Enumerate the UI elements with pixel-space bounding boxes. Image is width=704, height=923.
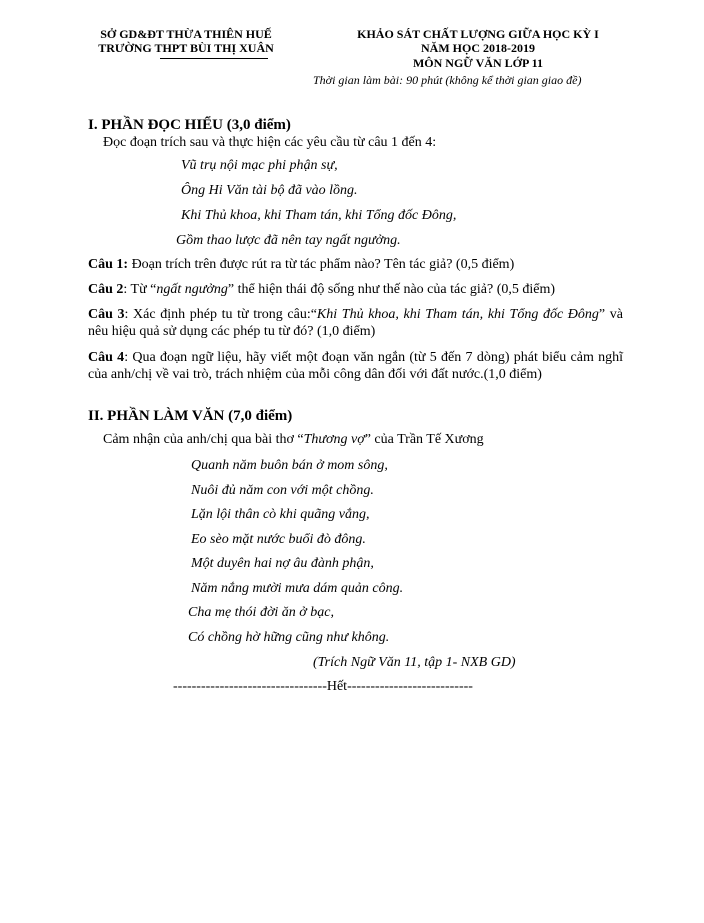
section1-title: I. PHẦN ĐỌC HIỂU (3,0 điểm) — [88, 117, 291, 133]
question-3-label: Câu 3 — [88, 307, 125, 322]
end-marker: ---------------------------------Hết--------------------------- — [173, 679, 473, 694]
poem2-line: Năm nắng mười mưa dám quản công. — [191, 581, 404, 596]
poem2-line: Nuôi đủ năm con với một chồng. — [191, 483, 374, 498]
department-name: SỞ GD&ĐT THỪA THIÊN HUẾ — [100, 27, 272, 41]
section2-intro-a: Cảm nhận của anh/chị qua bài thơ “ — [103, 432, 304, 447]
question-4 — [88, 349, 623, 383]
poem2-line: Có chồng hờ hững cũng như không. — [188, 630, 390, 645]
exam-title: KHẢO SÁT CHẤT LƯỢNG GIỮA HỌC KỲ I — [357, 27, 599, 41]
school-year: NĂM HỌC 2018-2019 — [421, 41, 535, 55]
time-note: Thời gian làm bài: 90 phút (không kể thời gian giao đề) — [313, 73, 582, 87]
poem2-line: Một duyên hai nợ âu đành phận, — [191, 556, 374, 571]
poem1-line: Khi Thủ khoa, khi Tham tán, khi Tổng đốc Đông, — [181, 208, 457, 223]
school-name-underline — [160, 58, 268, 59]
question-1-text: Đoạn trích trên được rút ra từ tác phẩm nào? Tên tác giả? (0,5 điểm) — [128, 257, 515, 272]
poem-source: (Trích Ngữ Văn 11, tập 1- NXB GD) — [313, 655, 516, 670]
question-2-label: Câu 2 — [88, 282, 124, 297]
question-1-label: Câu 1: — [88, 257, 129, 272]
poem1-line: Gồm thao lược đã nên tay ngất ngưởng. — [176, 233, 401, 248]
poem2-line: Cha mẹ thói đời ăn ở bạc, — [188, 605, 334, 620]
section2-intro-b: ” của Trần Tế Xương — [364, 432, 484, 447]
question-3 — [88, 306, 623, 340]
section2-title: II. PHẦN LÀM VĂN (7,0 điểm) — [88, 408, 293, 424]
question-3-quote: Khi Thủ khoa, khi Tham tán, khi Tổng đốc Đông — [316, 307, 599, 322]
section2-intro — [103, 432, 484, 448]
poem2-line: Quanh năm buôn bán ở mom sông, — [191, 458, 388, 473]
section1-intro: Đọc đoạn trích sau và thực hiện các yêu cầu từ câu 1 đến 4: — [103, 135, 437, 150]
poem2-line: Eo sèo mặt nước buổi đò đông. — [191, 532, 366, 547]
question-4-label: Câu 4 — [88, 350, 125, 365]
poem1-line: Vũ trụ nội mạc phi phận sự, — [181, 158, 338, 173]
question-1 — [88, 257, 514, 273]
question-2-text-a: : Từ “ — [123, 282, 157, 297]
poem1-line: Ông Hi Văn tài bộ đã vào lồng. — [181, 183, 358, 198]
poem-title: Thương vợ — [303, 432, 365, 447]
question-4-text: : Qua đoạn ngữ liệu, hãy viết một đoạn văn ngắn (từ 5 đến 7 dòng) phát biểu cảm nghĩ của anh/chị về vai trò, trách nhiệm của mỗi công dân đối với đất nước.(1,0 điểm) — [88, 350, 623, 382]
subject-name: MÔN NGỮ VĂN LỚP 11 — [412, 56, 543, 70]
question-3-text-b: ” và nêu hiệu quả sử dụng các phép tu từ đó? (1,0 điểm) — [88, 307, 623, 339]
question-2-quote: ngất ngưởng — [156, 282, 228, 297]
school-name: TRƯỜNG THPT BÙI THỊ XUÂN — [98, 41, 274, 55]
question-2-text-b: ” thể hiện thái độ sống như thế nào của tác giả? (0,5 điểm) — [227, 282, 556, 297]
question-2 — [88, 282, 555, 298]
poem2-line: Lặn lội thân cò khi quãng vắng, — [191, 507, 370, 522]
question-3-text-a: : Xác định phép tu từ trong câu:“ — [124, 307, 317, 322]
